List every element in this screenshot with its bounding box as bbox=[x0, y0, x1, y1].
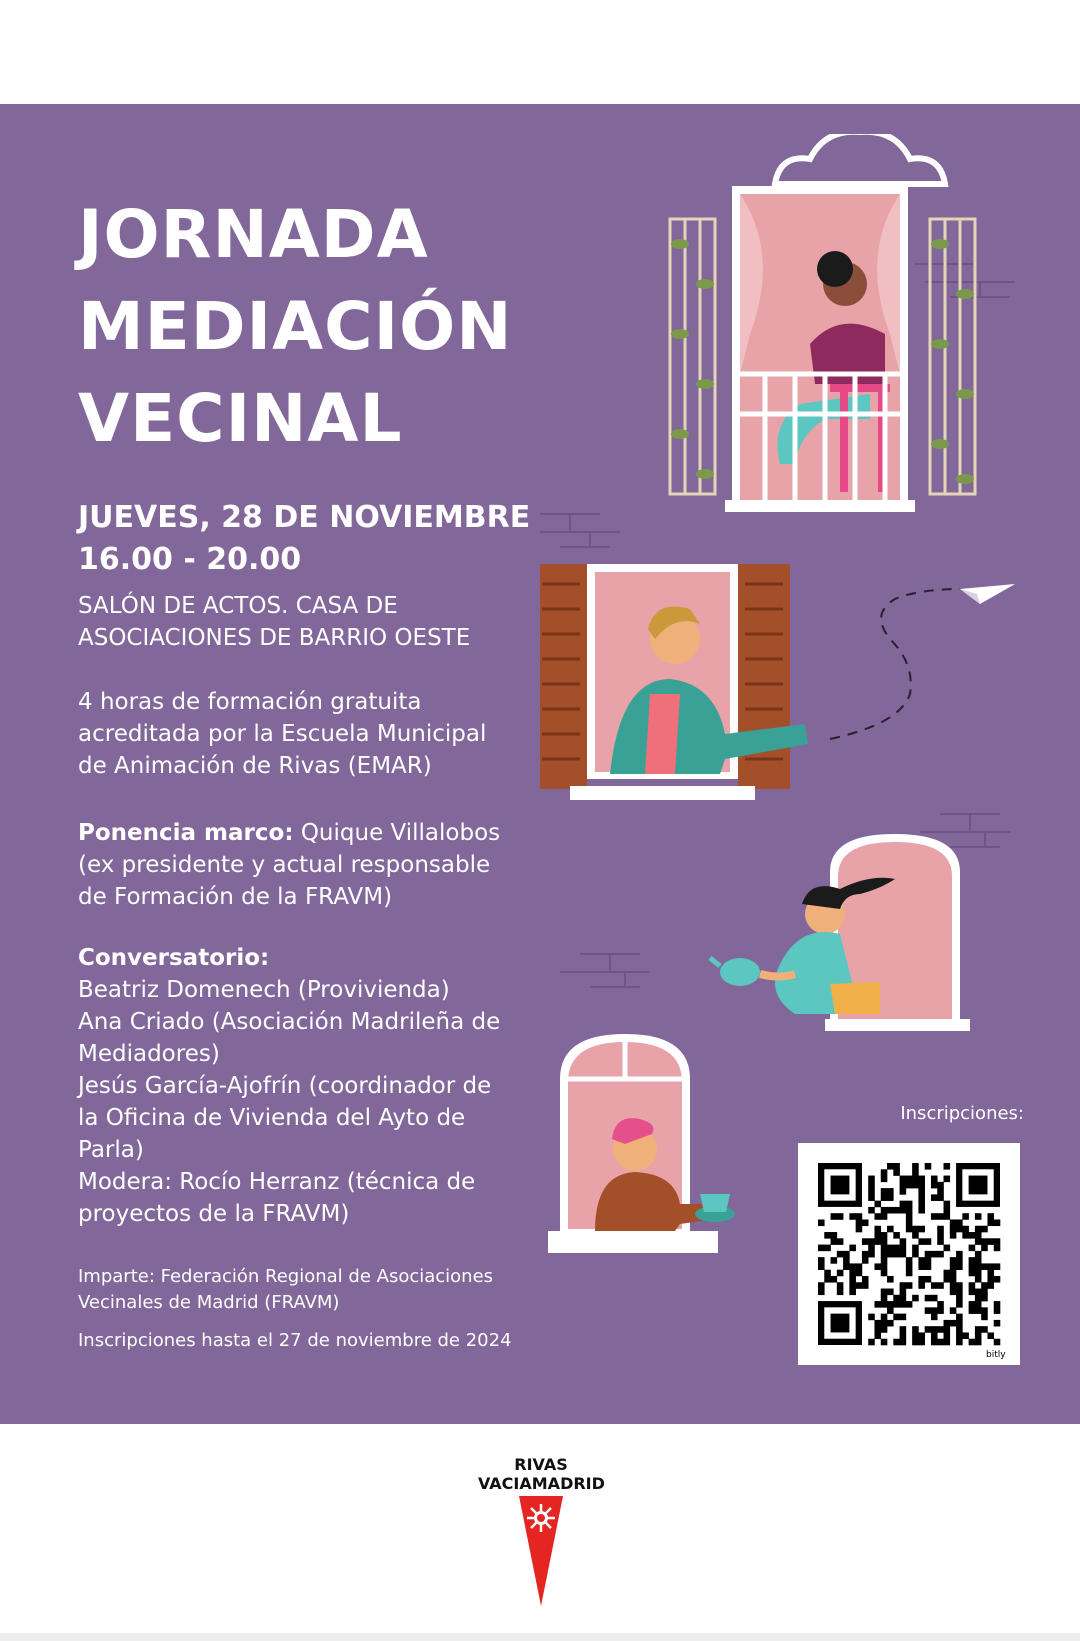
conversatorio-line: proyectos de la FRAVM) bbox=[78, 1201, 350, 1227]
qr-code-icon bbox=[798, 1143, 1020, 1365]
registration-label: Inscripciones: bbox=[900, 1103, 1024, 1124]
title-line-2: MEDIACIÓN bbox=[78, 288, 513, 365]
event-date: JUEVES, 28 DE NOVIEMBRE bbox=[78, 500, 531, 535]
title-line-1: JORNADA bbox=[78, 196, 429, 273]
training-info: 4 horas de formación gratuita acreditada por la Escuela Municipal de Animación de Rivas (EMAR) bbox=[78, 689, 487, 779]
window-man-cup-icon bbox=[548, 1034, 735, 1253]
conversatorio-line: la Oficina de Vivienda del Ayto de bbox=[78, 1105, 466, 1131]
window-woman-tea-icon bbox=[710, 834, 970, 1031]
qr-tag: bitly bbox=[986, 1350, 1006, 1360]
conversatorio bbox=[78, 942, 518, 1230]
event-time: 16.00 - 20.00 bbox=[78, 542, 302, 577]
event-venue: SALÓN DE ACTOS. CASA DE ASOCIACIONES DE BARRIO OESTE bbox=[78, 593, 471, 651]
registration-qr-code[interactable] bbox=[798, 1143, 1020, 1365]
title-line-3: VECINAL bbox=[78, 380, 403, 457]
logo-line-2: VACIAMADRID bbox=[478, 1474, 605, 1493]
rivas-shield-icon bbox=[519, 1496, 563, 1606]
conversatorio-line: Beatriz Domenech (Provivienda) bbox=[78, 977, 450, 1003]
event-title bbox=[78, 189, 513, 465]
ponencia-marco bbox=[78, 817, 518, 913]
ponencia-label: Ponencia marco: bbox=[78, 820, 294, 846]
conversatorio-label: Conversatorio: bbox=[78, 945, 270, 971]
conversatorio-line: Mediadores) bbox=[78, 1041, 220, 1067]
bottom-strip bbox=[0, 1633, 1080, 1641]
window-man-shutters-icon bbox=[540, 564, 1015, 800]
window-woman-chair-icon bbox=[670, 134, 975, 512]
registration-deadline: Inscripciones hasta el 27 de noviembre de 2024 bbox=[78, 1330, 512, 1351]
conversatorio-line: Ana Criado (Asociación Madrileña de bbox=[78, 1009, 501, 1035]
conversatorio-line: Jesús García-Ajofrín (coordinador de bbox=[78, 1073, 492, 1099]
rivas-vaciamadrid-logo bbox=[478, 1456, 604, 1606]
organizer-text: Imparte: Federación Regional de Asociaciones Vecinales de Madrid (FRAVM) bbox=[78, 1266, 494, 1313]
event-datetime bbox=[78, 497, 530, 581]
conversatorio-line: Parla) bbox=[78, 1137, 144, 1163]
conversatorio-line: Modera: Rocío Herranz (técnica de bbox=[78, 1169, 476, 1195]
logo-line-1: RIVAS bbox=[514, 1455, 568, 1474]
ponencia-text: Quique Villalobos (ex presidente y actual responsable de Formación de la FRAVM) bbox=[78, 820, 501, 910]
poster-panel bbox=[0, 104, 1080, 1424]
